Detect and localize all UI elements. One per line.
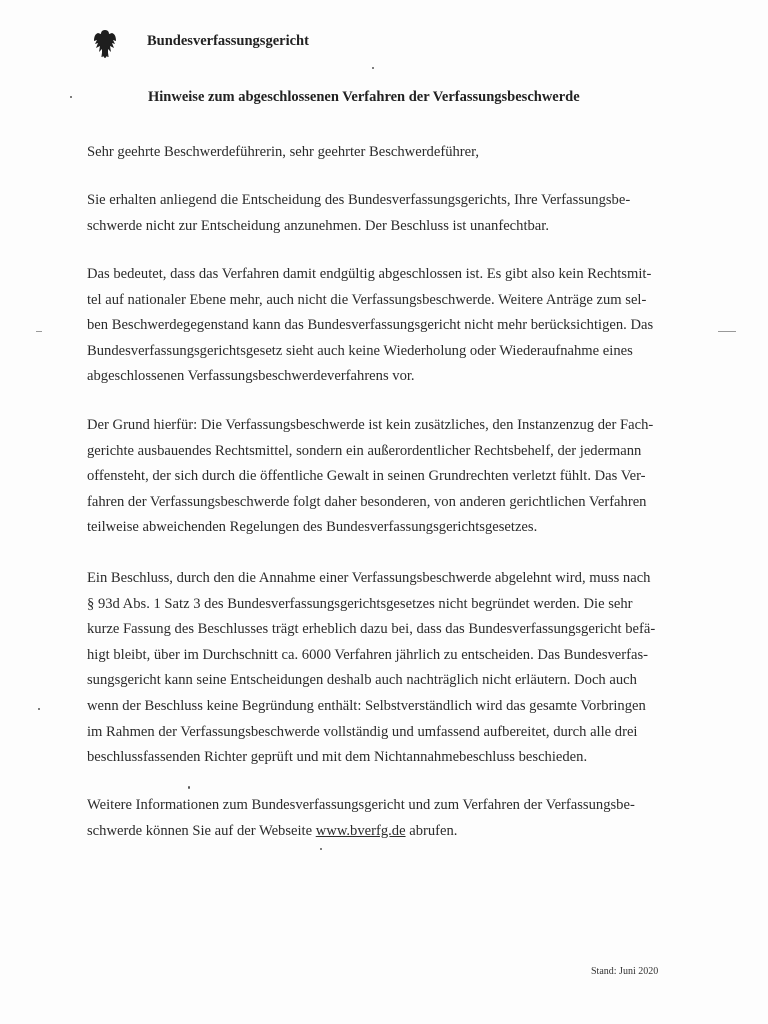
link-suffix-text: abrufen. [405,822,458,839]
federal-eagle-icon [92,28,118,60]
scan-speck [188,786,190,789]
paragraph-2 [87,262,687,390]
paragraph-line: ben Beschwerdegegenstand kann das Bundesverfassungsgericht nicht mehr berücksichtigen. Das [87,317,654,334]
paragraph-line: Der Grund hierfür: Die Verfassungsbeschwerde ist kein zusätzliches, den Instanzenzug der Fach- [87,417,654,433]
link-prefix-text: schwerde können Sie auf der Webseite [87,822,316,839]
salutation [87,140,687,166]
paragraph-line [87,819,687,845]
paragraph-line: Das bedeutet, dass das Verfahren damit endgültig abgeschlossen ist. Es gibt also kein Rechtsmit- [87,266,652,282]
paragraph-line: kurze Fassung des Beschlusses trägt erheblich dazu bei, dass das Bundesverfassungsgericht befä- [87,621,656,638]
document-date: Stand: Juni 2020 [591,966,659,977]
paragraph-line: abgeschlossenen Verfassungsbeschwerdeverfahrens vor. [87,368,415,385]
scan-speck [38,708,40,710]
scan-speck [320,848,322,850]
paragraph-line: tel auf nationaler Ebene mehr, auch nicht die Verfassungsbeschwerde. Weitere Anträge zum sel- [87,291,647,308]
paragraph-3 [87,413,687,541]
organization-name: Bundesverfassungsgericht [147,33,309,49]
paragraph-line: im Rahmen der Verfassungsbeschwerde vollständig und umfassend aufbereitet, durch alle drei [87,723,638,740]
scan-speck [70,96,72,98]
salutation-text: Sehr geehrte Beschwerdeführerin, sehr geehrter Beschwerdeführer, [87,144,480,160]
paragraph-line: § 93d Abs. 1 Satz 3 des Bundesverfassungsgerichtsgesetzes nicht begründet werden. Die sehr [87,595,633,612]
paragraph-line: sungsgericht kann seine Entscheidungen deshalb auch nachträglich nicht erläutern. Doch auch [87,672,637,689]
paragraph-line: higt bleibt, über im Durchschnitt ca. 6000 Verfahren jährlich zu entscheiden. Das Bundesverfas- [87,646,649,663]
paragraph-line: Bundesverfassungsgerichtsgesetz sieht auch keine Wiederholung oder Wiederaufnahme eines [87,342,633,359]
paragraph-line: fahren der Verfassungsbeschwerde folgt daher besonderen, von anderen gerichtlichen Verfahren [87,493,647,510]
document-title: Hinweise zum abgeschlossenen Verfahren der Verfassungsbeschwerde [148,89,580,105]
website-link[interactable]: www.bverfg.de [315,822,406,839]
paragraph-line: Sie erhalten anliegend die Entscheidung des Bundesverfassungsgerichts, Ihre Verfassungsbe- [87,192,631,208]
paragraph-line: teilweise abweichenden Regelungen des Bundesverfassungsgerichtsgesetzes. [87,519,538,536]
scan-speck [36,331,42,332]
paragraph-line: schwerde nicht zur Entscheidung anzunehmen. Der Beschluss ist unanfechtbar. [87,217,549,234]
paragraph-line: gerichte ausbauendes Rechtsmittel, sondern ein außerordentlicher Rechtsbehelf, der jedermann [87,442,642,459]
paragraph-line: Ein Beschluss, durch den die Annahme einer Verfassungsbeschwerde abgelehnt wird, muss nach [87,570,651,586]
paragraph-5 [87,793,687,844]
paragraph-1 [87,188,687,239]
paragraph-line: offensteht, der sich durch die öffentliche Gewalt in seinen Grundrechten verletzt fühlt. Das Ver- [87,468,646,485]
paragraph-4 [87,566,687,771]
paragraph-line: wenn der Beschluss keine Begründung enthält: Selbstverständlich wird das gesamte Vorbringen [87,697,646,714]
scan-speck [372,67,374,69]
paragraph-line: Weitere Informationen zum Bundesverfassungsgericht und zum Verfahren der Verfassungsbe- [87,797,635,813]
scan-speck [718,331,736,332]
paragraph-line: beschlussfassenden Richter geprüft und mit dem Nichtannahmebeschluss beschieden. [87,749,588,766]
